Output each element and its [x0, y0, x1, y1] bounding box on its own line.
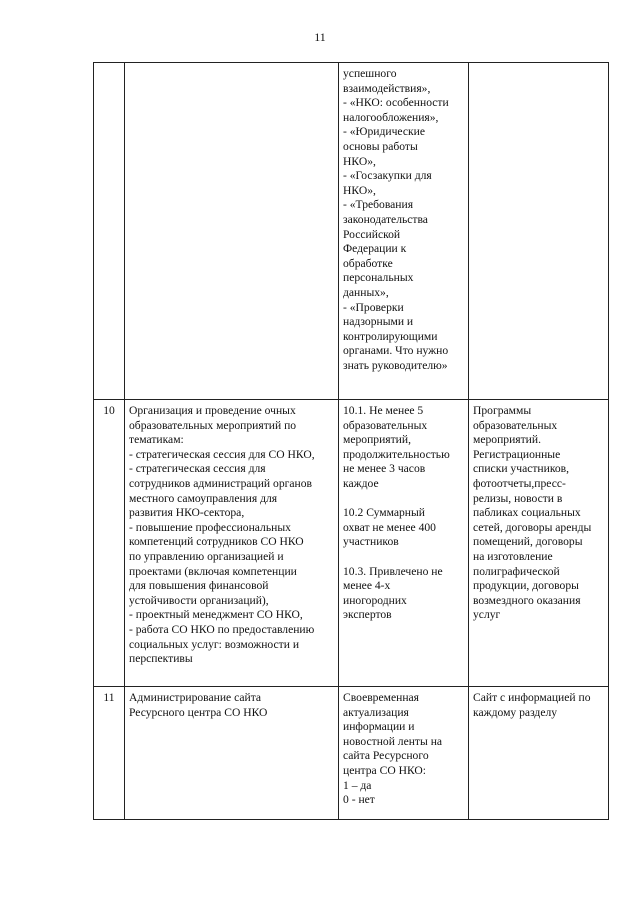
page-number: 11 [314, 30, 326, 44]
text-line: иногородних [343, 593, 407, 607]
text-line: социальных услуг: возможности и [129, 637, 300, 651]
text-line: образовательных мероприятий по [129, 418, 297, 432]
text-line: успешного [343, 67, 397, 80]
text-line: устойчивости организаций), [129, 593, 269, 607]
text-line: 10.1. Не менее 5 [343, 404, 424, 417]
text-line: 1 – да [343, 778, 372, 792]
text-line: сайта Ресурсного [343, 749, 429, 763]
text-line: 10.3. Привлечено не [343, 564, 443, 578]
text-line: сетей, договоры аренды [473, 520, 592, 534]
text-line: релизы, новости в [473, 491, 563, 505]
text-line: сотрудников администраций органов [129, 476, 313, 490]
text-line: - «НКО: особенности [343, 96, 449, 110]
text-line: Организация и проведение очных [129, 404, 296, 417]
activity-cell [125, 63, 339, 400]
activity-cell [125, 400, 339, 687]
text-line: актуализация [343, 705, 409, 719]
text-line: Программы [473, 404, 532, 417]
text-line: перспективы [129, 652, 193, 666]
text-line: для повышения финансовой [129, 579, 269, 593]
text-line: Регистрационные [473, 447, 561, 461]
line-gap [343, 550, 464, 565]
text-line: развития НКО-сектора, [129, 506, 245, 520]
text-line: охват не менее 400 [343, 520, 436, 534]
indicators-cell [339, 687, 469, 820]
text-line: информации и [343, 720, 415, 734]
text-line: образовательных [343, 418, 428, 432]
row-number-cell [94, 63, 125, 400]
text-line: не менее 3 часов [343, 462, 426, 476]
text-line: - стратегическая сессия для [129, 462, 266, 476]
text-line: мероприятий. [473, 433, 541, 447]
text-line: данных», [343, 285, 389, 299]
text-line: 10.2 Суммарный [343, 506, 426, 520]
text-line: новостной ленты на [343, 734, 443, 748]
activities-table [93, 62, 609, 820]
text-line: - повышение профессиональных [129, 520, 291, 534]
text-line: НКО», [343, 154, 376, 168]
text-line: полиграфической [473, 564, 560, 578]
text-line: каждому разделу [473, 705, 558, 719]
text-line: обработке [343, 256, 393, 270]
text-line: образовательных [473, 418, 558, 432]
text-line: - стратегическая сессия для СО НКО, [129, 447, 315, 461]
text-line: пабликах социальных [473, 506, 581, 520]
text-line: - «Проверки [343, 300, 404, 314]
text-line: взаимодействия», [343, 81, 431, 95]
text-line: мероприятий, [343, 433, 411, 447]
text-line: услуг [473, 608, 501, 622]
text-line: по управлению организацией и [129, 549, 284, 563]
text-line: - работа СО НКО по предоставлению [129, 622, 315, 636]
documents-cell [469, 63, 609, 400]
text-line: Своевременная [343, 691, 419, 704]
text-line: помещений, договоры [473, 535, 583, 549]
text-line: налогообложения», [343, 110, 439, 124]
text-line: органами. Что нужно [343, 344, 449, 358]
text-line: продолжительностью [343, 447, 450, 461]
text-line: - «Госзакупки для [343, 169, 432, 183]
text-line: тематикам: [129, 433, 184, 447]
text-line: Сайт с информацией по [473, 691, 591, 704]
text-line: центра СО НКО: [343, 763, 427, 777]
table-row [94, 400, 609, 687]
row-number-cell: 11 [94, 687, 125, 820]
text-line: контролирующими [343, 329, 438, 343]
text-line: НКО», [343, 183, 376, 197]
line-gap [343, 492, 464, 507]
row-number-cell: 10 [94, 400, 125, 687]
indicators-cell [339, 63, 469, 400]
text-line: - «Юридические [343, 125, 425, 139]
text-line: Российской [343, 227, 401, 241]
documents-cell [469, 687, 609, 820]
text-line: продукции, договоры [473, 579, 579, 593]
text-line: Федерации к [343, 242, 407, 256]
indicators-cell [339, 400, 469, 687]
text-line: каждое [343, 476, 379, 490]
text-line: списки участников, [473, 462, 570, 476]
text-line: на изготовление [473, 549, 553, 563]
activity-cell [125, 687, 339, 820]
table-row [94, 63, 609, 400]
text-line: 0 - нет [343, 793, 375, 807]
text-line: местного самоуправления для [129, 491, 278, 505]
text-line: менее 4-х [343, 579, 391, 593]
text-line: компетенций сотрудников СО НКО [129, 535, 304, 549]
text-line: проектами (включая компетенции [129, 564, 297, 578]
documents-cell [469, 400, 609, 687]
text-line: Администрирование сайта [129, 691, 262, 704]
text-line: персональных [343, 271, 414, 285]
text-line: законодательства [343, 212, 428, 226]
text-line: Ресурсного центра СО НКО [129, 705, 268, 719]
table-row [94, 687, 609, 820]
text-line: - «Требования [343, 198, 414, 212]
text-line: экспертов [343, 608, 392, 622]
text-line: знать руководителю» [343, 358, 448, 372]
text-line: участников [343, 535, 399, 549]
text-line: фотоотчеты,пресс- [473, 476, 566, 490]
text-line: основы работы [343, 139, 418, 153]
text-line: надзорными и [343, 315, 414, 329]
text-line: возмездного оказания [473, 593, 581, 607]
text-line: - проектный менеджмент СО НКО, [129, 608, 303, 622]
